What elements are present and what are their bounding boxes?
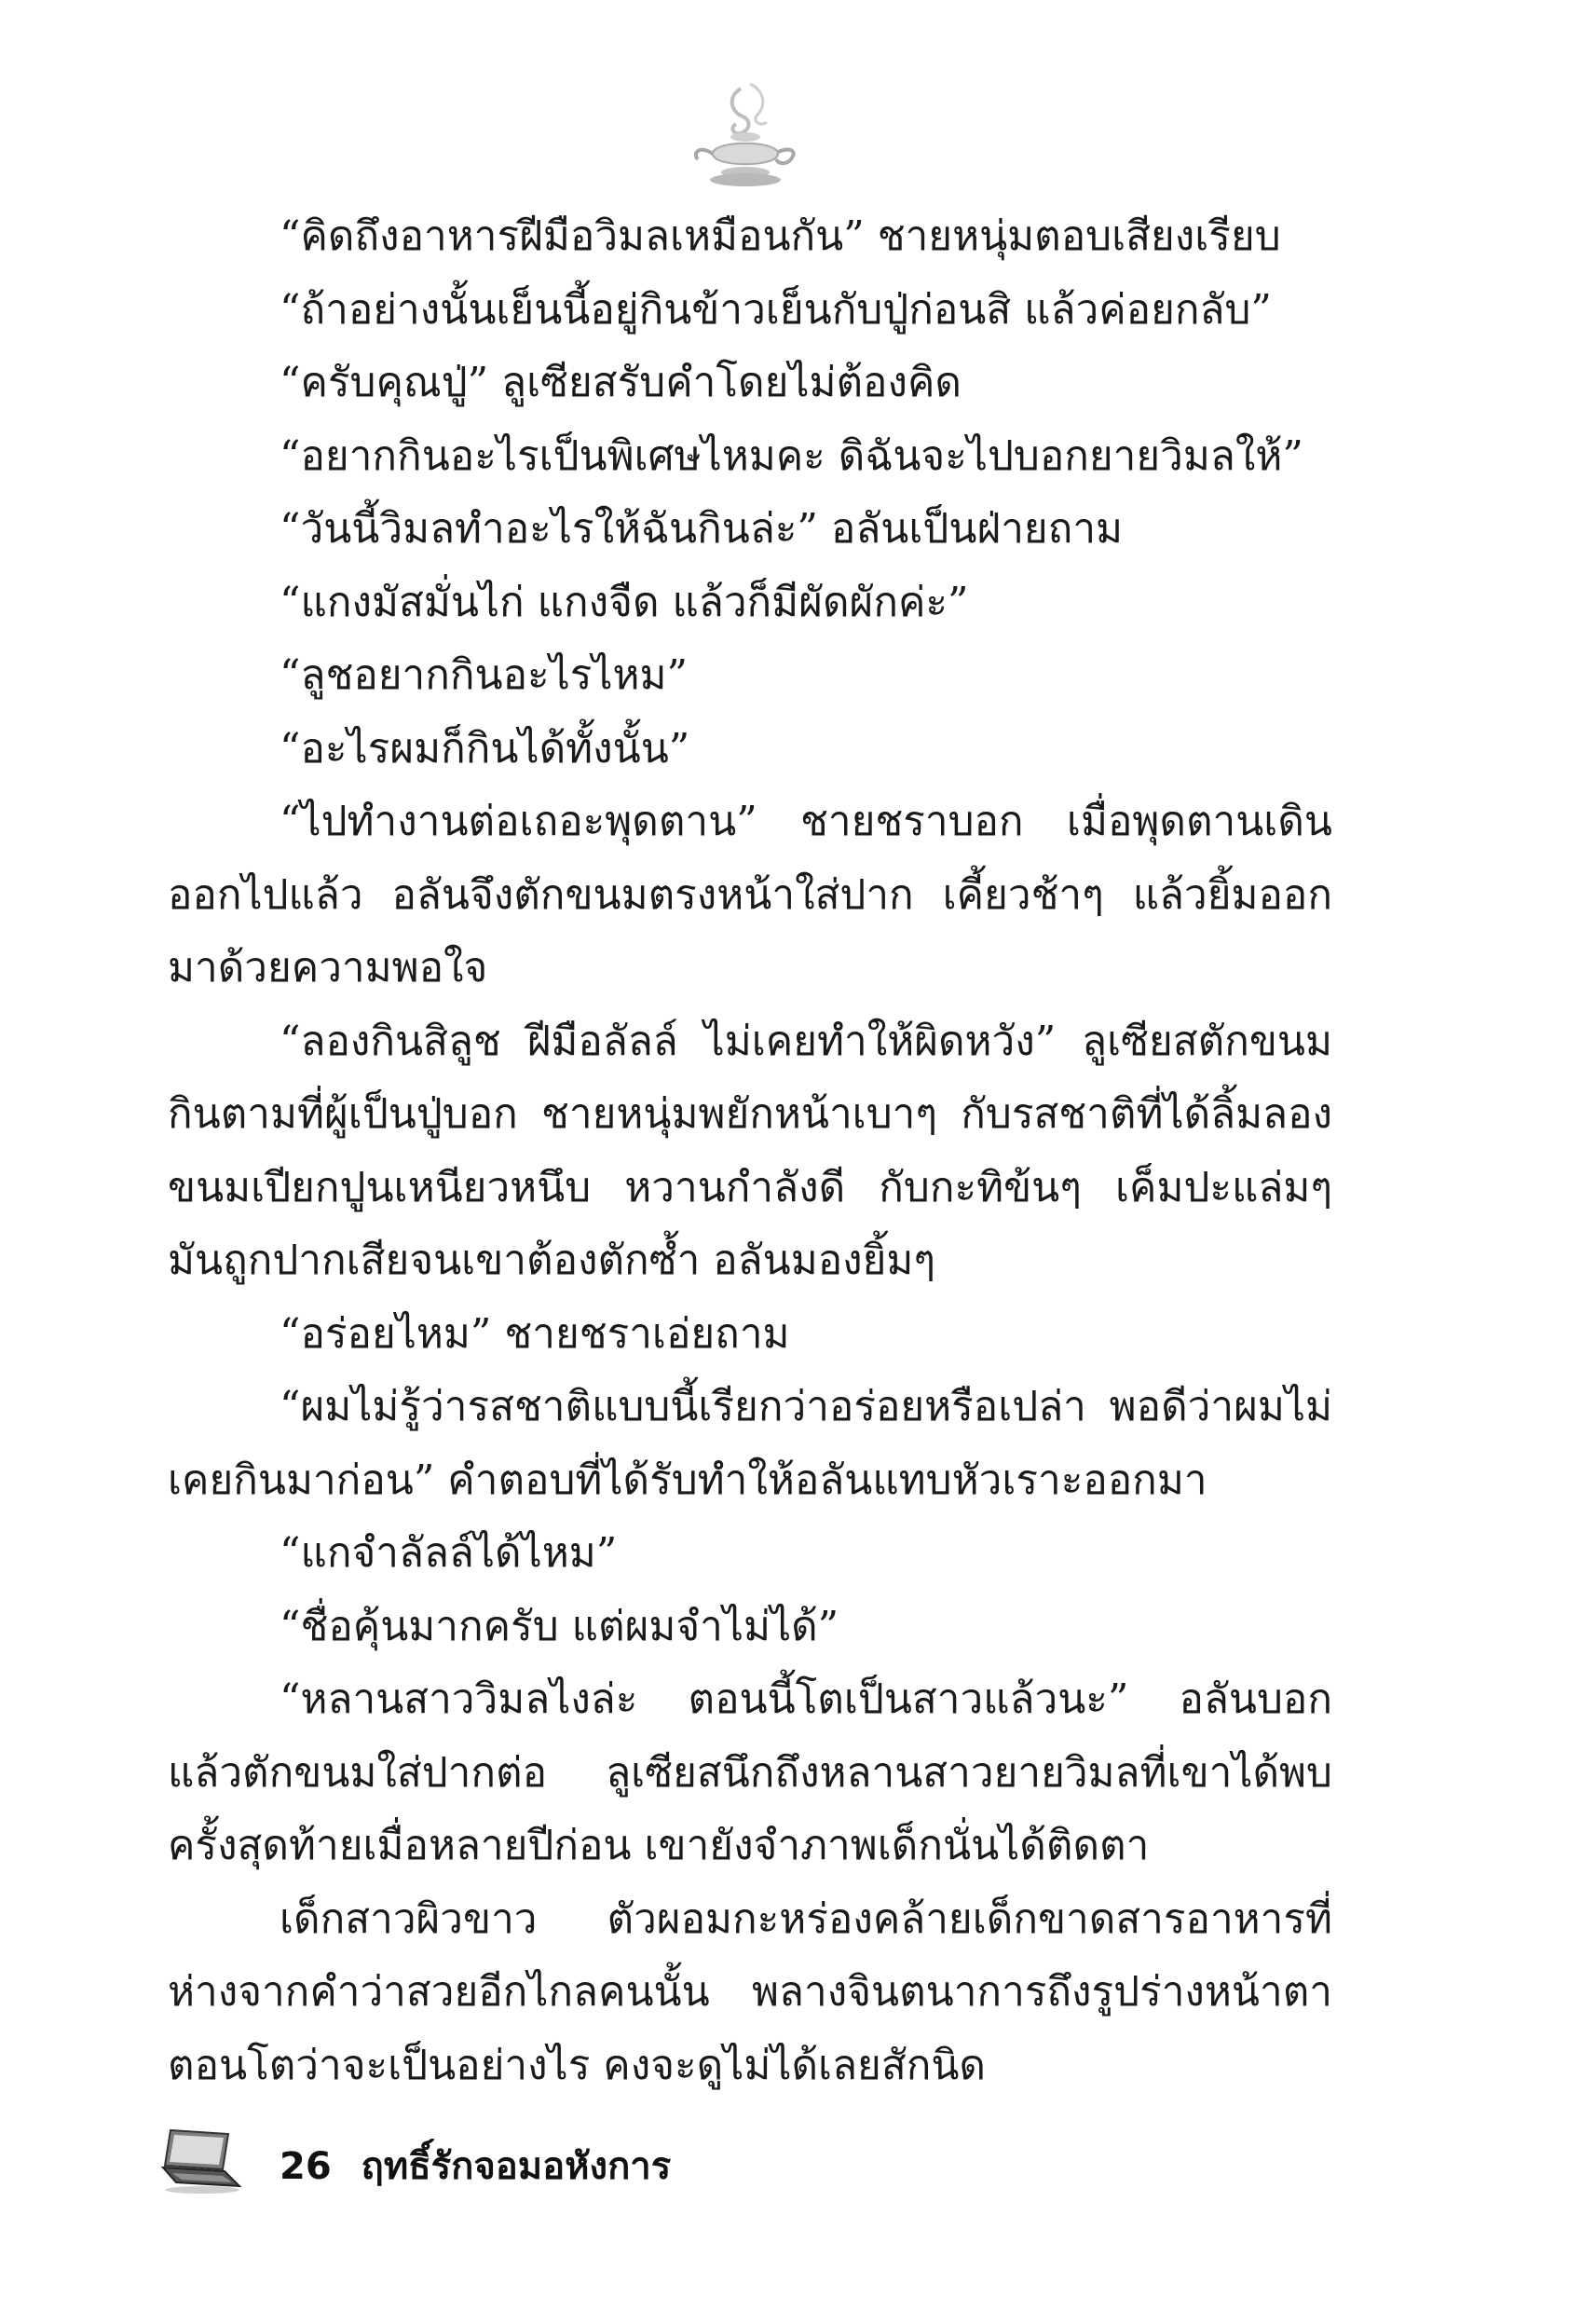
body-text — [168, 200, 1332, 2102]
paragraph: “ไปทำงานต่อเถอะพุดตาน” ชายชราบอก เมื่อพุดตานเดินออกไปแล้ว อลันจึงตักขนมตรงหน้าใส่ปาก เคี้ยวช้าๆ แล้วยิ้มออกมาด้วยความพอใจ — [168, 798, 1332, 991]
paragraph: “แกงมัสมั่นไก่ แกงจืด แล้วก็มีผัดผักค่ะ” — [280, 578, 969, 626]
paragraph: “อยากกินอะไรเป็นพิเศษไหมคะ ดิฉันจะไปบอกยายวิมลให้” — [280, 431, 1303, 480]
paragraph: เด็กสาวผิวขาว ตัวผอมกะหร่องคล้ายเด็กขาดสารอาหารที่ห่างจากคำว่าสวยอีกไกลคนนั้น พลางจินตนาการถึงรูปร่างหน้าตาตอนโตว่าจะเป็นอย่างไร คงจะดูไม่ได้เลยสักนิด — [168, 1894, 1332, 2089]
paragraph: “อะไรผมก็กินได้ทั้งนั้น” — [280, 724, 690, 773]
paragraph: “ลูชอยากกินอะไรไหม” — [280, 651, 689, 699]
paragraph: “ชื่อคุ้นมากครับ แต่ผมจำไม่ได้” — [280, 1602, 839, 1650]
page-footer — [154, 2125, 992, 2199]
paragraph: “คิดถึงอาหารฝีมือวิมลเหมือนกัน” ชายหนุ่มตอบเสียงเรียบ — [280, 212, 1281, 260]
laptop-icon — [154, 2125, 242, 2195]
paragraph: “วันนี้วิมลทำอะไรให้ฉันกินล่ะ” อลันเป็นฝ่ายถาม — [280, 505, 1124, 553]
page-number: 26 — [280, 2145, 332, 2188]
genie-lamp-icon — [685, 79, 806, 200]
book-title: ฤทธิ์รักจอมอหังการ — [361, 2145, 672, 2188]
paragraph: “แกจำลัลล์ได้ไหม” — [280, 1529, 618, 1577]
paragraph: “หลานสาววิมลไงล่ะ ตอนนี้โตเป็นสาวแล้วนะ” อลันบอก แล้วตักขนมใส่ปากต่อ ลูเซียสนึกถึงหลานสาวยายวิมลที่เขาได้พบครั้งสุดท้ายเมื่อหลายปีก่อน เขายังจำภาพเด็กนั่นได้ติดตา — [168, 1675, 1332, 1869]
paragraph: “ครับคุณปู่” ลูเซียสรับคำโดยไม่ต้องคิด — [280, 359, 962, 406]
paragraph: “อร่อยไหม” ชายชราเอ่ยถาม — [280, 1309, 790, 1358]
paragraph: “ผมไม่รู้ว่ารสชาติแบบนี้เรียกว่าอร่อยหรือเปล่า พอดีว่าผมไม่เคยกินมาก่อน” คำตอบที่ได้รับทำให้อลันแทบหัวเราะออกมา — [168, 1383, 1332, 1504]
paragraph: “ลองกินสิลูช ฝีมือลัลล์ ไม่เคยทำให้ผิดหวัง” ลูเซียสตักขนมกินตามที่ผู้เป็นปู่บอก ชายหนุ่มพยักหน้าเบาๆ กับรสชาติที่ได้ลิ้มลอง ขนมเปียกปูนเหนียวหนึบ หวานกำลังดี กับกะทิข้นๆ เค็มปะแล่มๆ มันถูกปากเสียจนเขาต้องตักซ้ำ อลันมองยิ้มๆ — [168, 1017, 1332, 1284]
paragraph: “ถ้าอย่างนั้นเย็นนี้อยู่กินข้าวเย็นกับปู่ก่อนสิ แล้วค่อยกลับ” — [280, 285, 1272, 334]
